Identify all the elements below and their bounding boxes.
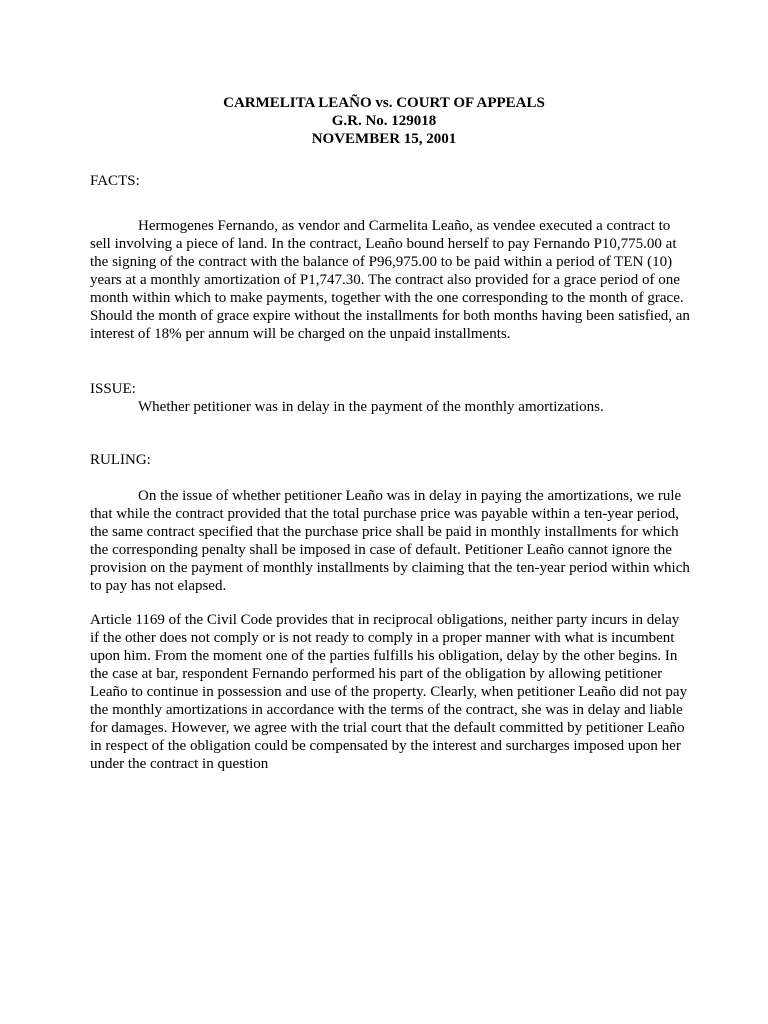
ruling-paragraph-2: Article 1169 of the Civil Code provides that in reciprocal obligations, neither party incurs in delay if the other does not comply or is not ready to comply in a proper manner with what is incumbent upon him. From the moment one of the parties fulfills his obligation, delay by the other begins. In the case at bar, respondent Fernando performed his part of the obligation by allowing petitioner Leaño to continue in possession and use of the property. Clearly, when petitioner Leaño did not pay the monthly amortizations in accordance with the terms of the contract, she was in delay and liable for damages. However, we agree with the trial court that the default committed by petitioner Leaño in respect of the obligation could be compensated by the interest and surcharges imposed upon her under the contract in question <box>90 612 688 772</box>
facts-paragraph: Hermogenes Fernando, as vendor and Carmelita Leaño, as vendee executed a contract to sell involving a piece of land. In the contract, Leaño bound herself to pay Fernando P10,775.00 at the signing of the contract with the balance of P96,975.00 to be paid within a period of TEN (10) years at a monthly amortization of P1,747.30. The contract also provided for a grace period of one month within which to make payments, together with the one corresponding to the month of grace. Should the month of grace expire without the installments for both months having been satisfied, an interest of 18% per annum will be charged on the unpaid installments. <box>90 218 690 342</box>
case-date: NOVEMBER 15, 2001 <box>311 131 457 147</box>
ruling-heading: RULING: <box>90 452 151 468</box>
facts-heading: FACTS: <box>90 173 140 189</box>
issue-heading: ISSUE: <box>90 381 136 397</box>
ruling-paragraph-1: On the issue of whether petitioner Leaño was in delay in paying the amortizations, we rule that while the contract provided that the total purchase price was payable within a ten-year period, the same contract specified that the purchase price shall be paid in monthly installments for which the corresponding penalty shall be imposed in case of default. Petitioner Leaño cannot ignore the provision on the payment of monthly installments by claiming that the ten-year period within which to pay has not elapsed. <box>90 488 690 594</box>
issue-paragraph: Whether petitioner was in delay in the payment of the monthly amortizations. <box>138 399 604 415</box>
case-number: G.R. No. 129018 <box>331 113 437 129</box>
case-title-block <box>0 94 768 148</box>
case-title: CARMELITA LEAÑO vs. COURT OF APPEALS <box>223 95 545 111</box>
